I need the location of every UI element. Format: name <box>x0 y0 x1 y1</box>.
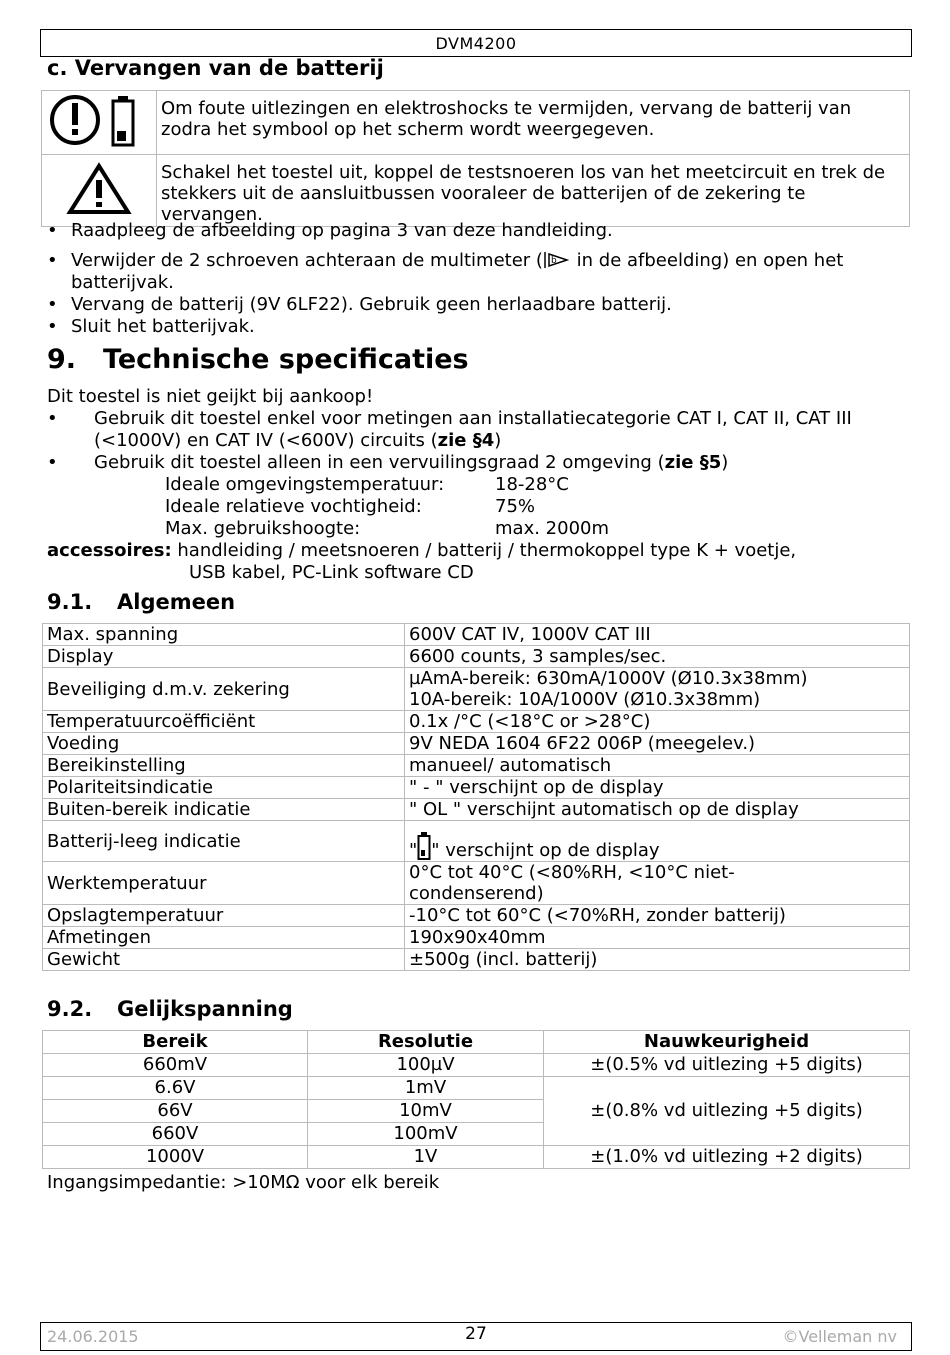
document-header <box>40 29 912 57</box>
table-row: Polariteitsindicatie " - " verschijnt op de display <box>43 777 910 799</box>
impedance-note: Ingangsimpedantie: >10MΩ voor elk bereik <box>47 1172 440 1193</box>
footer-date: 24.06.2015 <box>47 1327 139 1346</box>
table-row: Opslagtemperatuur -10°C tot 60°C (<70%RH, zonder batterij) <box>43 905 910 927</box>
section-9-1-heading: 9.1. Algemeen <box>47 590 236 614</box>
accessories-label: accessoires: <box>47 540 172 561</box>
accessories: accessoires: handleiding / meetsnoeren / batterij / thermokoppel type K + voetje, USB kabel, PC-Link software CD <box>47 540 797 583</box>
list-item: • Sluit het batterijvak. <box>47 316 907 338</box>
section-c-heading: c. Vervangen van de batterij <box>47 56 384 80</box>
section-9-2-heading: 9.2. Gelijkspanning <box>47 997 293 1021</box>
section-9-heading: 9. Technische specificaties <box>47 344 469 375</box>
table-row: Voeding 9V NEDA 1604 6F22 006P (meegelev.) <box>43 733 910 755</box>
general-spec-table <box>42 623 910 971</box>
table-row: Afmetingen 190x90x40mm <box>43 927 910 949</box>
table-row: Gewicht ±500g (incl. batterij) <box>43 949 910 971</box>
caution-icon-cell <box>42 155 157 227</box>
svg-text:b: b <box>550 256 557 266</box>
table-row: 1000V 1V ±(1.0% vd uitlezing +2 digits) <box>43 1146 910 1169</box>
footer-copyright: ©Velleman nv <box>782 1327 897 1346</box>
warning-icons-cell <box>42 91 157 155</box>
table-row: 66V 10mV <box>43 1100 910 1123</box>
screw-marker-icon <box>543 250 571 270</box>
list-item: • Gebruik dit toestel alleen in een vervuilingsgraad 2 omgeving (zie §5) <box>47 452 907 474</box>
table-row: Display 6600 counts, 3 samples/sec. <box>43 646 910 668</box>
table-row: Buiten-bereik indicatie " OL " verschijnt automatisch op de display <box>43 799 910 821</box>
warning-text-2: Schakel het toestel uit, koppel de testsnoeren los van het meetcircuit en trek de stekkers uit de aansluitbussen vooraleer de batterijen of de zekering te vervangen. <box>157 155 910 227</box>
usage-list <box>47 408 907 474</box>
table-row: 660mV 100µV ±(0.5% vd uitlezing +5 digits) <box>43 1054 910 1077</box>
battery-steps-list <box>47 220 907 338</box>
list-item: • Vervang de batterij (9V 6LF22). Gebruik geen herlaadbare batterij. <box>47 294 907 316</box>
table-row: 6.6V 1mV ±(0.8% vd uitlezing +5 digits) <box>43 1077 910 1100</box>
table-row: Max. spanning 600V CAT IV, 1000V CAT III <box>43 624 910 646</box>
table-row: Temperatuurcoëfficiënt 0.1x /°C (<18°C or >28°C) <box>43 711 910 733</box>
warning-table <box>41 90 910 227</box>
table-row: 660V 100mV <box>43 1123 910 1146</box>
list-item: • Verwijder de 2 schroeven achteraan de multimeter ( b in de afbeelding) en open het batterijvak. <box>47 250 907 294</box>
table-row: Werktemperatuur 0°C tot 40°C (<80%RH, <10°C niet- condenserend) <box>43 862 910 905</box>
exclamation-circle-icon <box>49 91 149 149</box>
intro-text: Dit toestel is niet geijkt bij aankoop! <box>47 386 374 407</box>
list-item: • Raadpleeg de afbeelding op pagina 3 van deze handleiding. <box>47 220 907 242</box>
list-item: • Gebruik dit toestel enkel voor metingen aan installatiecategorie CAT I, CAT II, CAT III (<1000V) en CAT IV (<600V) circuits (zie §4) <box>47 408 907 452</box>
battery-icon <box>113 96 133 145</box>
table-row: Batterij-leeg indicatie " " verschijnt op de display <box>43 821 910 862</box>
battery-icon <box>417 831 431 861</box>
document-footer <box>40 1322 912 1351</box>
condition-row: Ideale omgevingstemperatuur: 18-28°C <box>165 474 569 495</box>
condition-row: Ideale relatieve vochtigheid: 75% <box>165 496 536 517</box>
dc-voltage-table <box>42 1030 910 1169</box>
warning-triangle-icon <box>64 160 134 216</box>
table-row: Beveiliging d.m.v. zekering µAmA-bereik: 630mA/1000V (Ø10.3x38mm) 10A-bereik: 10A/1000V (Ø10.3x38mm) <box>43 668 910 711</box>
warning-text-1: Om foute uitlezingen en elektroshocks te vermijden, vervang de batterij van zodra het symbool op het scherm wordt weergegeven. <box>157 91 910 155</box>
page-number: 27 <box>465 1324 487 1344</box>
condition-row: Max. gebruikshoogte: max. 2000m <box>165 518 610 539</box>
table-row: Bereikinstelling manueel/ automatisch <box>43 755 910 777</box>
table-header-row: Bereik Resolutie Nauwkeurigheid <box>43 1031 910 1054</box>
header-title: DVM4200 <box>435 34 517 53</box>
